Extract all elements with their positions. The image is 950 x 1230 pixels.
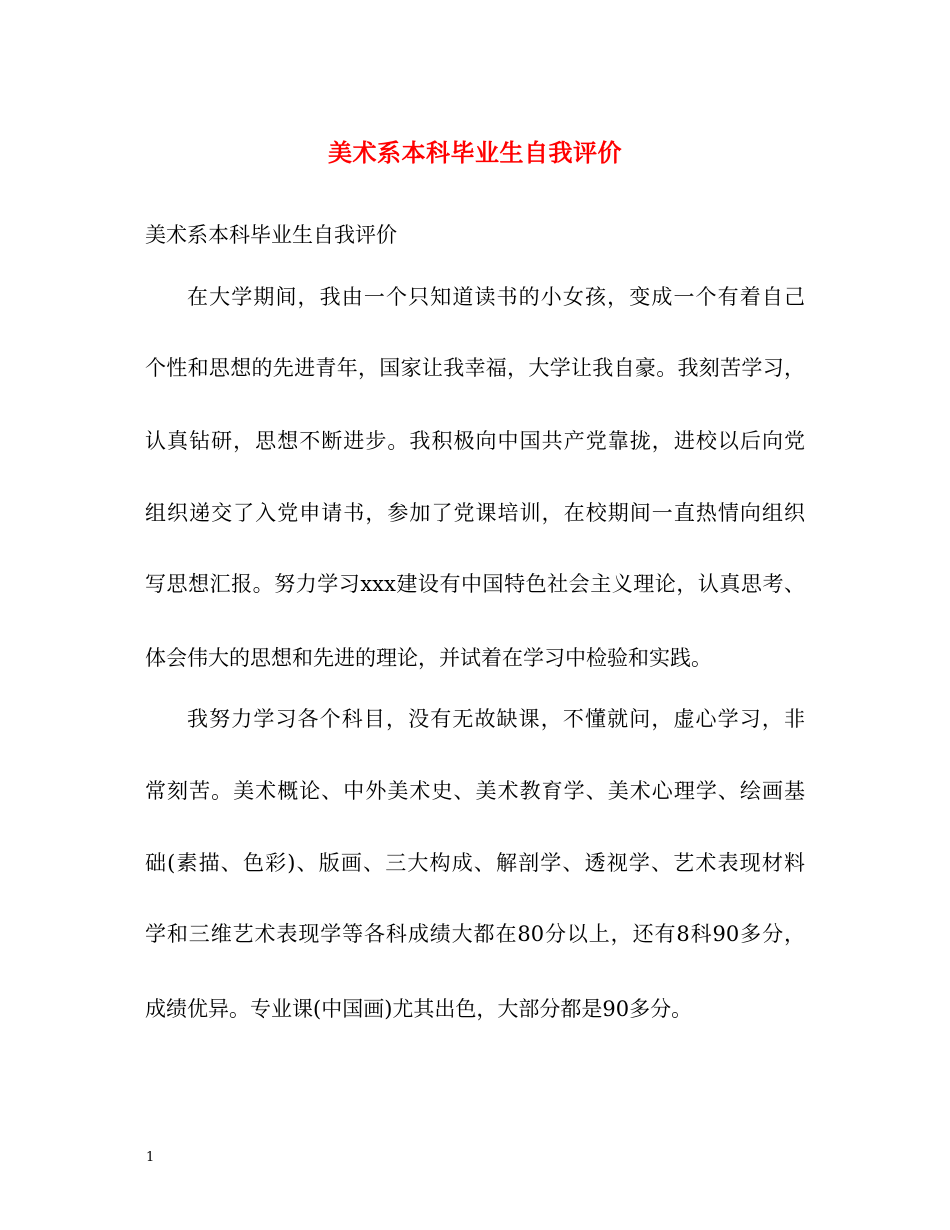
paragraph-1-line-5: 写思想汇报。努力学习xxx建设有中国特色社会主义理论，认真思考、	[145, 572, 805, 596]
paragraph-1-line-2: 个性和思想的先进青年，国家让我幸福，大学让我自豪。我刻苦学习，	[145, 356, 805, 380]
paragraph-1-line-1: 在大学期间，我由一个只知道读书的小女孩，变成一个有着自己	[187, 285, 805, 309]
page-number: 1	[146, 1150, 155, 1165]
paragraph-2-line-4: 学和三维艺术表现学等各科成绩大都在80分以上，还有8科90多分，	[145, 922, 805, 946]
paragraph-1-line-6: 体会伟大的思想和先进的理论，并试着在学习中检验和实践。	[145, 646, 712, 670]
paragraph-2-line-5: 成绩优异。专业课(中国画)尤其出色，大部分都是90多分。	[145, 997, 693, 1021]
paragraph-1-line-3: 认真钻研，思想不断进步。我积极向中国共产党靠拢，进校以后向党	[145, 429, 805, 453]
paragraph-2-line-2: 常刻苦。美术概论、中外美术史、美术教育学、美术心理学、绘画基	[145, 779, 805, 803]
paragraph-2-line-1: 我努力学习各个科目，没有无故缺课，不懂就问，虚心学习，非	[187, 707, 805, 731]
document-title: 美术系本科毕业生自我评价	[328, 138, 622, 167]
document-subtitle: 美术系本科毕业生自我评价	[145, 223, 397, 247]
paragraph-2-line-3: 础(素描、色彩)、版画、三大构成、解剖学、透视学、艺术表现材料	[145, 851, 805, 875]
paragraph-1-line-4: 组织递交了入党申请书，参加了党课培训，在校期间一直热情向组织	[145, 501, 805, 525]
